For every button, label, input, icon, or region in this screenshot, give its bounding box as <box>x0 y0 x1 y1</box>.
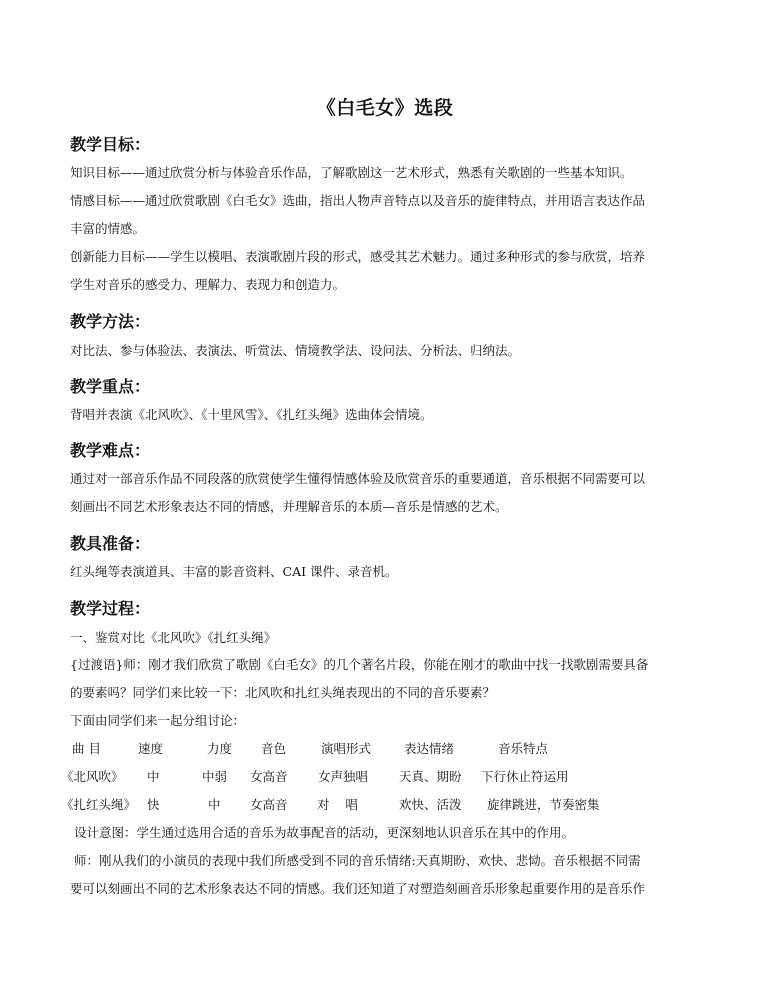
design-intent-line: 设计意图：学生通过选用合适的音乐为故事配音的活动，更深刻地认识音乐在其中的作用。 <box>70 825 574 840</box>
table-cell: 旋律跳进，节奏密集 <box>487 797 600 812</box>
methods-heading: 教学方法： <box>70 312 151 331</box>
table-cell: 女高音 <box>250 769 288 784</box>
goals-line-3: 丰富的情感。 <box>70 221 146 236</box>
table-cell: 《扎红头绳》 <box>61 797 137 812</box>
difficulty-heading: 教学难点： <box>70 441 151 460</box>
difficulty-line-1: 通过对一部音乐作品不同段落的欣赏使学生懂得情感体验及欣赏音乐的重要通道，音乐根据不同需要可以 <box>70 471 646 486</box>
goals-line-4: 创新能力目标——学生以模唱、表演歌剧片段的形式，感受其艺术魅力。通过多种形式的参与欣赏，培养 <box>70 249 646 264</box>
table-cell: 天真、期盼 <box>399 769 462 784</box>
process-line-2: {过渡语}师：刚才我们欣赏了歌剧《白毛女》的几个著名片段，你能在刚才的歌曲中找一找歌剧需要具备 <box>70 657 649 672</box>
table-header-cell: 音色 <box>261 741 287 756</box>
teacher-line-2: 要可以刻画出不同的艺术形象表达不同的情感。我们还知道了对塑造刻画音乐形象起重要作用的是音乐作 <box>70 881 646 896</box>
difficulty-line-2: 刻画出不同艺术形象表达不同的情感，并理解音乐的本质—音乐是情感的艺术。 <box>70 499 508 514</box>
process-line-3: 的要素吗？同学们来比较一下：北风吹和扎红头绳表现出的不同的音乐要素？ <box>70 685 496 700</box>
table-header-cell: 表达情绪 <box>404 741 455 756</box>
table-header-cell: 力度 <box>207 741 233 756</box>
table-cell: 下行休止符运用 <box>481 769 569 784</box>
table-cell: 中 <box>208 797 221 812</box>
process-heading: 教学过程： <box>70 599 151 618</box>
process-line-1: 一、鉴赏对比《北风吹》《扎红头绳》 <box>70 630 277 645</box>
teacher-line-1: 师：刚从我们的小演员的表现中我们所感受到不同的音乐情绪:天真期盼、欢快、悲恸。音乐根据不同需 <box>70 853 641 868</box>
table-cell: 中弱 <box>202 769 228 784</box>
table-header-cell: 演唱形式 <box>321 741 372 756</box>
focus-line-1: 背唱并表演《北风吹》、《十里风雪》、《扎红头绳》选曲体会情境。 <box>70 407 433 422</box>
table-cell: 快 <box>147 797 160 812</box>
table-cell: 欢快、活泼 <box>399 797 462 812</box>
methods-line-1: 对比法、参与体验法、表演法、听赏法、情境教学法、设问法、分析法、归纳法。 <box>70 343 521 358</box>
table-header-cell: 速度 <box>138 741 164 756</box>
table-header-cell: 音乐特点 <box>498 741 549 756</box>
table-header-cell: 曲 目 <box>72 741 101 756</box>
process-line-4: 下面由同学们来一起分组讨论： <box>70 713 246 728</box>
goals-line-5: 学生对音乐的感受力、理解力、表现力和创造力。 <box>70 277 346 292</box>
table-cell: 对 唱 <box>317 797 358 812</box>
materials-line-1: 红头绳等表演道具、丰富的影音资料、CAI 课件、录音机。 <box>70 564 398 579</box>
table-cell: 女高音 <box>250 797 288 812</box>
goals-line-2: 情感目标——通过欣赏歌剧《白毛女》选曲，指出人物声音特点以及音乐的旋律特点，并用语言表达作品 <box>70 193 646 208</box>
table-cell: 《北风吹》 <box>61 769 124 784</box>
focus-heading: 教学重点： <box>70 377 151 396</box>
goals-line-1: 知识目标——通过欣赏分析与体验音乐作品，了解歌剧这一艺术形式，熟悉有关歌剧的一些基本知识。 <box>70 165 633 180</box>
table-cell: 中 <box>147 769 160 784</box>
materials-heading: 教具准备： <box>70 534 151 553</box>
table-cell: 女声独唱 <box>318 769 369 784</box>
page-title: 《白毛女》选段 <box>316 97 454 119</box>
goals-heading: 教学目标： <box>70 135 151 154</box>
